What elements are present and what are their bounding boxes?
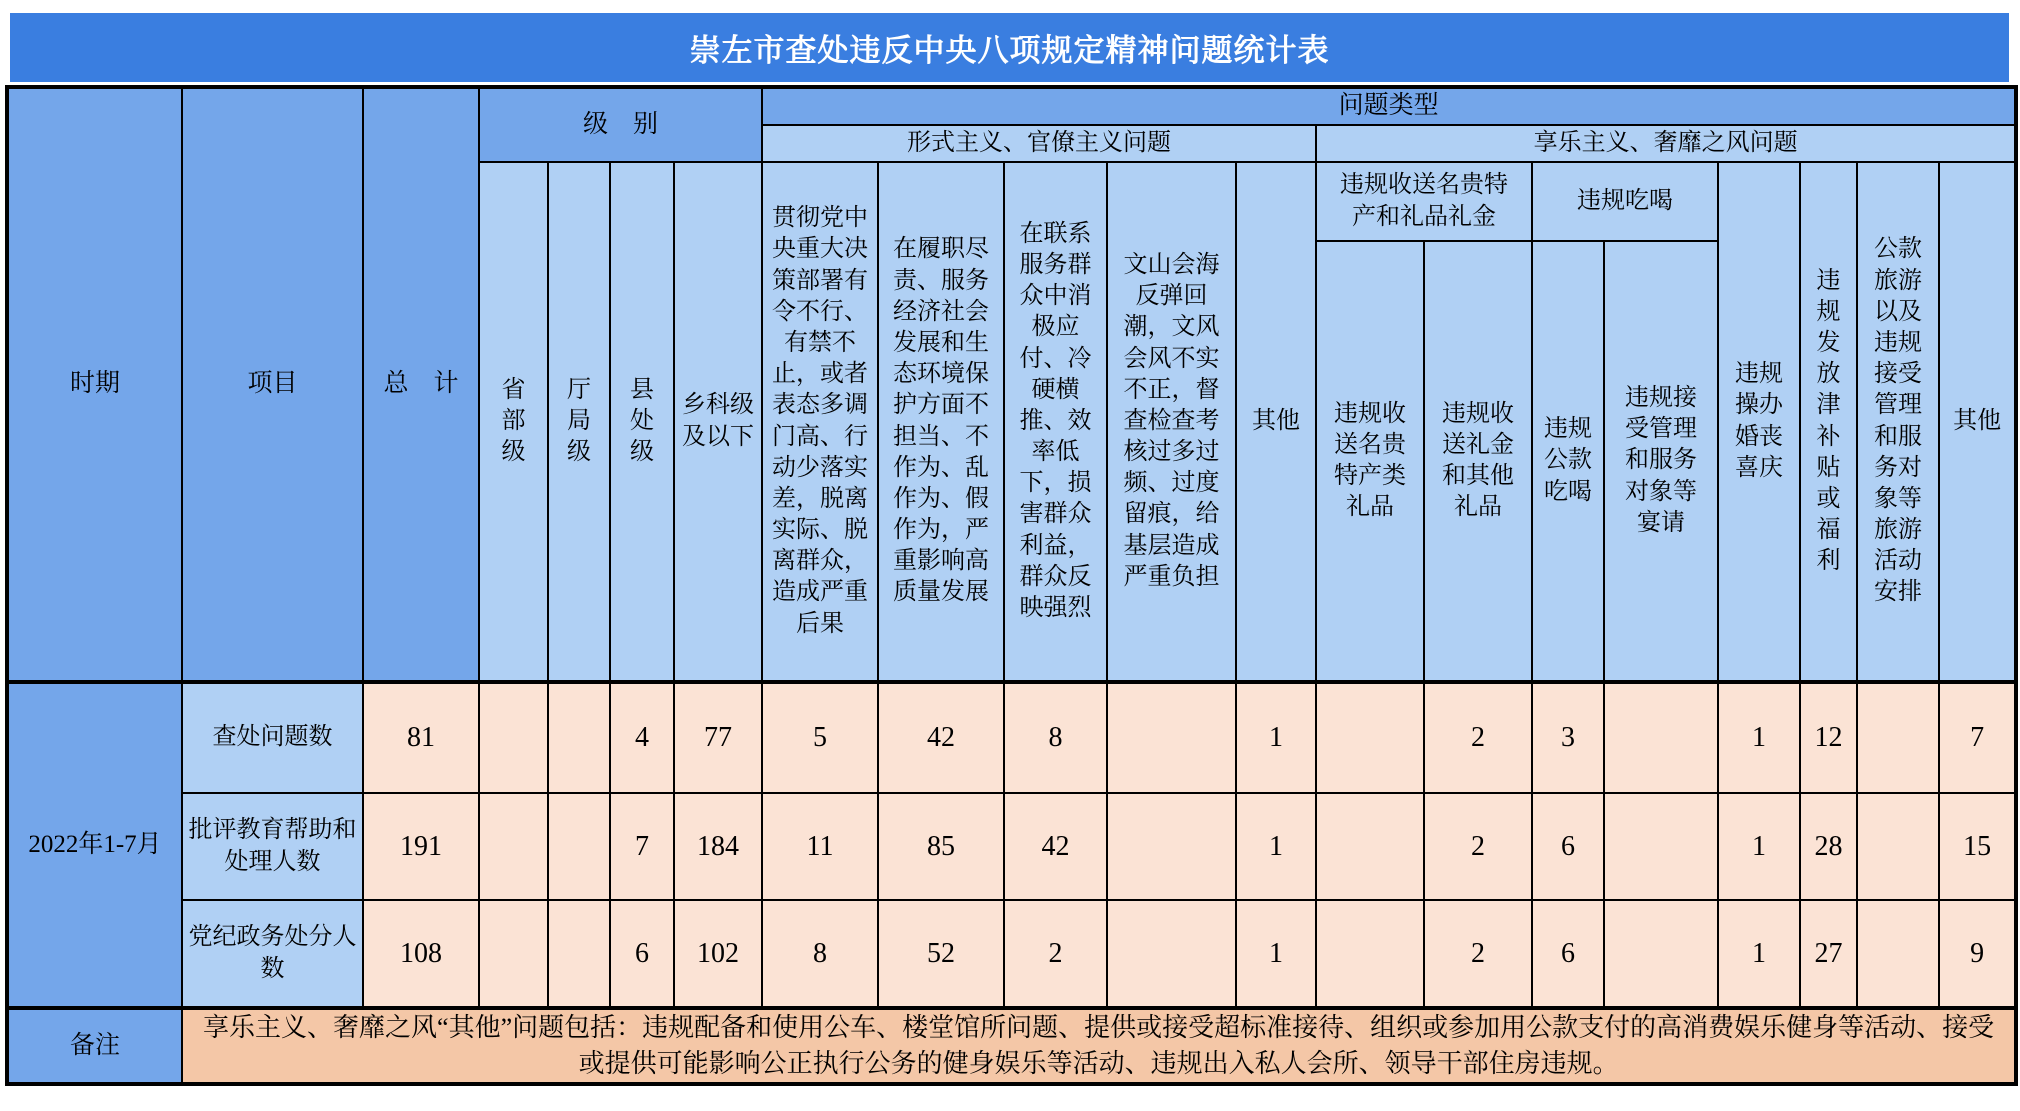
data-cell: 184 xyxy=(674,793,762,900)
header-cell-formalism-2: 在联系服务群众中消极应付、冷硬横推、效率低下，损害群众利益，群众反映强烈 xyxy=(1004,162,1107,682)
data-cell: 2 xyxy=(1424,793,1532,900)
data-cell: 108 xyxy=(363,900,479,1008)
data-cell: 2 xyxy=(1004,900,1107,1008)
data-cell xyxy=(548,900,610,1008)
data-cell: 2 xyxy=(1424,682,1532,793)
data-cell: 1 xyxy=(1718,900,1800,1008)
row-label-cell: 查处问题数 xyxy=(182,682,363,793)
data-cell xyxy=(1857,793,1939,900)
data-cell: 102 xyxy=(674,900,762,1008)
data-cell: 42 xyxy=(1004,793,1107,900)
data-cell xyxy=(1316,793,1424,900)
data-cell: 191 xyxy=(363,793,479,900)
data-cell: 6 xyxy=(610,900,674,1008)
data-cell: 1 xyxy=(1236,793,1316,900)
period-value-cell: 2022年1-7月 xyxy=(7,682,182,1008)
header-cell-gift-group: 违规收送名贵特产和礼品礼金 xyxy=(1316,162,1532,241)
data-cell: 1 xyxy=(1236,900,1316,1008)
data-cell: 85 xyxy=(878,793,1004,900)
data-cell: 3 xyxy=(1532,682,1604,793)
data-cell: 28 xyxy=(1800,793,1857,900)
header-cell-formalism-other: 其他 xyxy=(1236,162,1316,682)
data-cell xyxy=(1857,900,1939,1008)
header-cell-level-2: 县处级 xyxy=(610,162,674,682)
data-cell xyxy=(1316,900,1424,1008)
data-cell xyxy=(548,682,610,793)
data-cell: 77 xyxy=(674,682,762,793)
header-cell-formalism-3: 文山会海反弹回潮，文风会风不实不正，督查检查考核过多过频、过度留痕，给基层造成严重负担 xyxy=(1107,162,1236,682)
data-cell xyxy=(1857,682,1939,793)
data-cell: 2 xyxy=(1424,900,1532,1008)
header-cell-level-3: 乡科级及以下 xyxy=(674,162,762,682)
header-cell-dining-group: 违规吃喝 xyxy=(1532,162,1718,241)
header-cell-problem-type-group: 问题类型 xyxy=(762,87,2016,125)
header-cell-gift-1: 违规收送礼金和其他礼品 xyxy=(1424,241,1532,682)
header-cell-total: 总 计 xyxy=(363,87,479,682)
data-cell: 5 xyxy=(762,682,878,793)
remark-label-cell: 备注 xyxy=(7,1008,182,1084)
header-cell-hedonism-group: 享乐主义、奢靡之风问题 xyxy=(1316,125,2016,162)
header-cell-dining-1: 违规接受管理和服务对象等宴请 xyxy=(1604,241,1718,682)
header-cell-dining-0: 违规公款吃喝 xyxy=(1532,241,1604,682)
data-cell: 9 xyxy=(1939,900,2016,1008)
row-label-cell: 党纪政务处分人数 xyxy=(182,900,363,1008)
data-cell: 42 xyxy=(878,682,1004,793)
table-title-bar xyxy=(10,13,2009,82)
data-cell xyxy=(1316,682,1424,793)
header-cell-item: 项目 xyxy=(182,87,363,682)
data-cell xyxy=(1604,682,1718,793)
data-cell xyxy=(548,793,610,900)
data-cell: 7 xyxy=(1939,682,2016,793)
header-cell-formalism-0: 贯彻党中央重大决策部署有令不行、有禁不止，或者表态多调门高、行动少落实差，脱离实际、脱离群众，造成严重后果 xyxy=(762,162,878,682)
page-title: 崇左市查处违反中央八项规定精神问题统计表 xyxy=(689,33,1330,68)
data-cell: 1 xyxy=(1236,682,1316,793)
data-cell xyxy=(1107,682,1236,793)
data-cell: 11 xyxy=(762,793,878,900)
row-label-cell: 批评教育帮助和处理人数 xyxy=(182,793,363,900)
header-cell-gift-0: 违规收送名贵特产类礼品 xyxy=(1316,241,1424,682)
header-cell-level-1: 厅局级 xyxy=(548,162,610,682)
data-cell xyxy=(479,900,548,1008)
data-cell xyxy=(479,682,548,793)
data-cell xyxy=(1107,793,1236,900)
data-cell: 8 xyxy=(1004,682,1107,793)
data-cell xyxy=(1107,900,1236,1008)
data-cell xyxy=(479,793,548,900)
data-cell xyxy=(1604,793,1718,900)
header-cell-period: 时期 xyxy=(7,87,182,682)
header-cell-hedonism-other: 其他 xyxy=(1939,162,2016,682)
data-cell: 1 xyxy=(1718,793,1800,900)
header-cell-level-0: 省部级 xyxy=(479,162,548,682)
header-cell-allowance: 违规发放津补贴或福利 xyxy=(1800,162,1857,682)
data-cell: 1 xyxy=(1718,682,1800,793)
header-cell-level-group: 级 别 xyxy=(479,87,762,162)
stats-table xyxy=(5,85,2018,1086)
data-cell: 52 xyxy=(878,900,1004,1008)
data-cell: 6 xyxy=(1532,900,1604,1008)
data-cell: 15 xyxy=(1939,793,2016,900)
data-cell: 27 xyxy=(1800,900,1857,1008)
data-cell: 7 xyxy=(610,793,674,900)
data-cell: 81 xyxy=(363,682,479,793)
header-cell-formalism-group: 形式主义、官僚主义问题 xyxy=(762,125,1316,162)
data-cell: 4 xyxy=(610,682,674,793)
data-cell: 12 xyxy=(1800,682,1857,793)
header-cell-formalism-1: 在履职尽责、服务经济社会发展和生态环境保护方面不担当、不作为、乱作为、假作为，严重影响高质量发展 xyxy=(878,162,1004,682)
data-cell xyxy=(1604,900,1718,1008)
header-cell-public-travel: 公款旅游以及违规接受管理和服务对象等旅游活动安排 xyxy=(1857,162,1939,682)
header-cell-wedding-funeral: 违规操办婚丧喜庆 xyxy=(1718,162,1800,682)
remark-text-cell: 享乐主义、奢靡之风“其他”问题包括：违规配备和使用公车、楼堂馆所问题、提供或接受超标准接待、组织或参加用公款支付的高消费娱乐健身等活动、接受或提供可能影响公正执行公务的健身娱乐等活动、违规出入私人会所、领导干部住房违规。 xyxy=(182,1008,2016,1084)
data-cell: 6 xyxy=(1532,793,1604,900)
data-cell: 8 xyxy=(762,900,878,1008)
